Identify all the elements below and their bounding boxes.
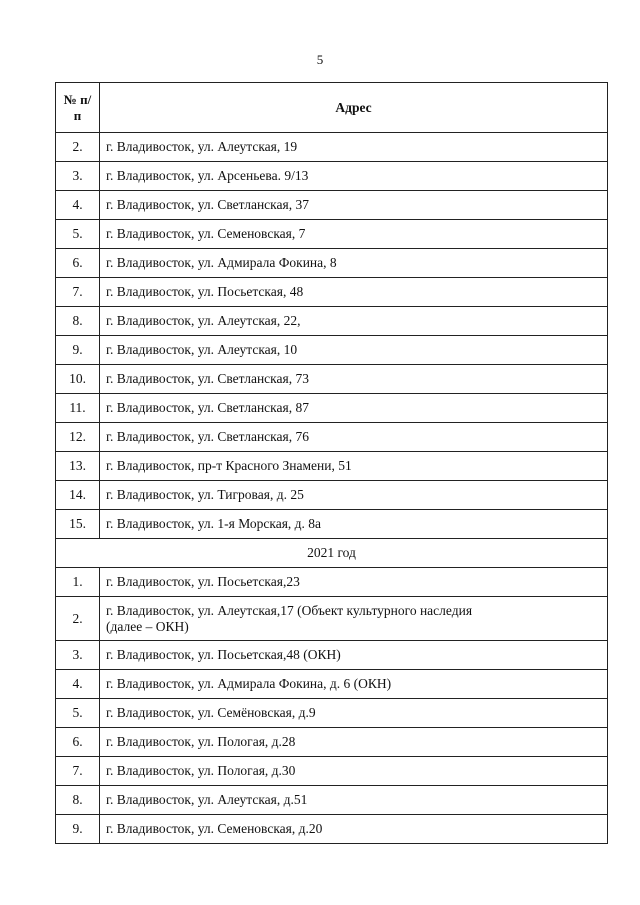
table-row [56, 452, 608, 481]
table-row [56, 786, 608, 815]
table-row [56, 568, 608, 597]
row-number: 14. [56, 481, 100, 510]
column-header-number-line2: п [73, 107, 82, 123]
row-number: 2. [56, 133, 100, 162]
row-address: г. Владивосток, ул. Алеутская, 22, [100, 307, 608, 336]
row-address: г. Владивосток, ул. 1-я Морская, д. 8а [100, 510, 608, 539]
row-address: г. Владивосток, ул. Семеновская, 7 [100, 220, 608, 249]
row-address: г. Владивосток, ул. Посьетская, 48 [100, 278, 608, 307]
row-address: г. Владивосток, ул. Семёновская, д.9 [100, 699, 608, 728]
table-row [56, 597, 608, 641]
column-header-address: Адрес [100, 83, 608, 133]
row-number: 4. [56, 670, 100, 699]
section-title: 2021 год [56, 539, 608, 568]
row-number: 11. [56, 394, 100, 423]
row-address [100, 597, 608, 641]
page-number: 5 [316, 52, 324, 67]
row-address: г. Владивосток, ул. Пологая, д.28 [100, 728, 608, 757]
table-row [56, 220, 608, 249]
row-address: г. Владивосток, ул. Светланская, 76 [100, 423, 608, 452]
table-row [56, 162, 608, 191]
row-address: г. Владивосток, ул. Семеновская, д.20 [100, 815, 608, 844]
table-row [56, 336, 608, 365]
row-number: 1. [56, 568, 100, 597]
row-address: г. Владивосток, ул. Арсеньева. 9/13 [100, 162, 608, 191]
row-number: 10. [56, 365, 100, 394]
row-address: г. Владивосток, ул. Посьетская,23 [100, 568, 608, 597]
row-address: г. Владивосток, ул. Адмирала Фокина, 8 [100, 249, 608, 278]
row-address: г. Владивосток, ул. Алеутская, д.51 [100, 786, 608, 815]
table-row [56, 307, 608, 336]
table-row [56, 481, 608, 510]
row-number: 3. [56, 162, 100, 191]
row-address-line2: (далее – ОКН) [106, 618, 189, 634]
row-number: 15. [56, 510, 100, 539]
row-number: 5. [56, 699, 100, 728]
row-address: г. Владивосток, ул. Светланская, 87 [100, 394, 608, 423]
table-row [56, 699, 608, 728]
table-row [56, 728, 608, 757]
row-address: г. Владивосток, ул. Светланская, 73 [100, 365, 608, 394]
table-row [56, 365, 608, 394]
row-address: г. Владивосток, ул. Светланская, 37 [100, 191, 608, 220]
row-number: 9. [56, 815, 100, 844]
row-number: 12. [56, 423, 100, 452]
table-row [56, 394, 608, 423]
table-row [56, 423, 608, 452]
table-row [56, 278, 608, 307]
table-row [56, 191, 608, 220]
row-address: г. Владивосток, ул. Тигровая, д. 25 [100, 481, 608, 510]
table-row [56, 641, 608, 670]
table-row [56, 249, 608, 278]
row-address: г. Владивосток, ул. Пологая, д.30 [100, 757, 608, 786]
table-row [56, 815, 608, 844]
row-address: г. Владивосток, пр-т Красного Знамени, 51 [100, 452, 608, 481]
row-address-line1: г. Владивосток, ул. Алеутская,17 (Объект культурного наследия [106, 602, 473, 618]
row-number: 8. [56, 307, 100, 336]
row-number: 2. [56, 597, 100, 641]
table-row [56, 510, 608, 539]
row-number: 3. [56, 641, 100, 670]
row-number: 9. [56, 336, 100, 365]
column-header-number-line1: № п/ [63, 91, 92, 107]
row-number: 4. [56, 191, 100, 220]
row-address: г. Владивосток, ул. Алеутская, 10 [100, 336, 608, 365]
table-row [56, 670, 608, 699]
row-number: 5. [56, 220, 100, 249]
row-number: 8. [56, 786, 100, 815]
row-number: 13. [56, 452, 100, 481]
row-number: 6. [56, 728, 100, 757]
address-table [55, 82, 608, 844]
table-row [56, 133, 608, 162]
table-header-row [56, 83, 608, 133]
row-address: г. Владивосток, ул. Посьетская,48 (ОКН) [100, 641, 608, 670]
row-number: 7. [56, 278, 100, 307]
row-number: 7. [56, 757, 100, 786]
section-row-2021 [56, 539, 608, 568]
column-header-number [56, 83, 100, 133]
row-address: г. Владивосток, ул. Алеутская, 19 [100, 133, 608, 162]
row-address: г. Владивосток, ул. Адмирала Фокина, д. 6 (ОКН) [100, 670, 608, 699]
table-row [56, 757, 608, 786]
row-number: 6. [56, 249, 100, 278]
